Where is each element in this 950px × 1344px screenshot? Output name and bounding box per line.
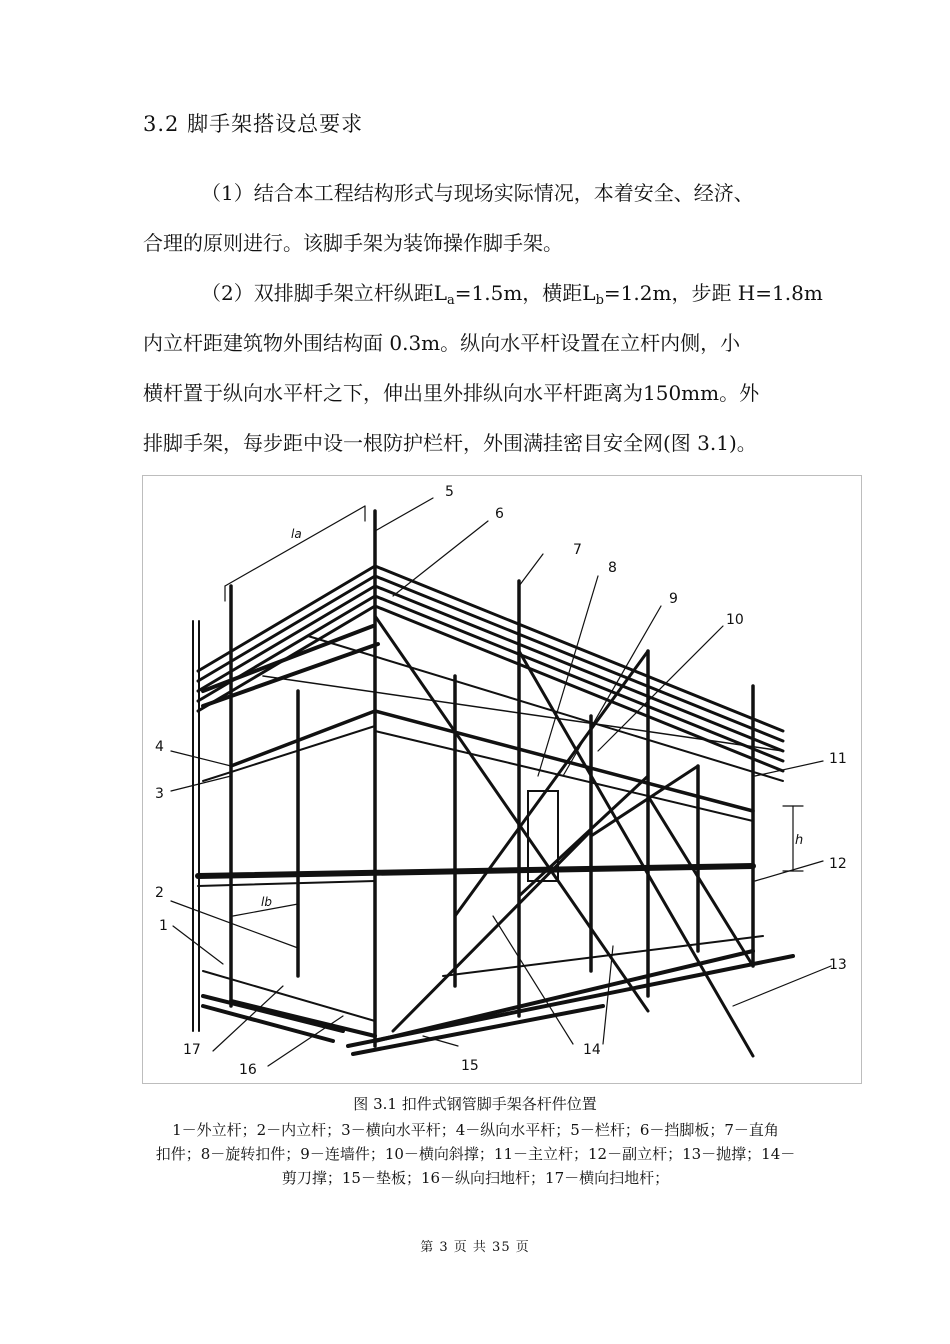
legend-line-3: 剪刀撑；15－垫板；16－纵向扫地杆；17－横向扫地杆； [281, 1169, 670, 1187]
label-7: 7 [573, 542, 582, 558]
label-8: 8 [608, 560, 617, 576]
paragraph-1-line-2: 合理的原则进行。该脚手架为装饰操作脚手架。 [143, 231, 563, 255]
paragraph-2-text-c: =1.2m，步距 H=1.8m [603, 281, 823, 305]
label-14: 14 [583, 1042, 601, 1058]
label-h: h [795, 833, 804, 848]
paragraph-2-line-1 [143, 268, 823, 318]
label-3: 3 [155, 786, 164, 802]
ledgers [198, 711, 793, 1046]
label-lb: lb [261, 895, 272, 909]
page-footer: 第 3 页 共 35 页 [420, 1240, 530, 1255]
paragraph-1 [143, 168, 813, 268]
label-13: 13 [829, 957, 847, 973]
legend-line-2: 扣件；8－旋转扣件；9－连墙件；10－横向斜撑；11－主立杆；12－副立杆；13－抛撑；14－ [155, 1145, 796, 1163]
label-16: 16 [239, 1062, 257, 1078]
label-10: 10 [726, 612, 744, 628]
paragraph-1-line-1: （1）结合本工程结构形式与现场实际情况，本着安全、经济、 [201, 181, 754, 205]
legend-line-1: 1－外立杆；2－内立杆；3－横向水平杆；4－纵向水平杆；5－栏杆；6－挡脚板；7－直角 [172, 1121, 779, 1139]
label-2: 2 [155, 885, 164, 901]
section-heading: 3.2 脚手架搭设总要求 [143, 112, 364, 136]
paragraph-2-text-b: =1.5m，横距L [454, 281, 596, 305]
label-4: 4 [155, 739, 164, 755]
top-deck [198, 566, 783, 781]
la-dimension [225, 506, 365, 601]
subscript-a: a [447, 293, 455, 308]
building-wall [193, 621, 199, 1031]
paragraph-2-line-3: 横杆置于纵向水平杆之下，伸出里外排纵向水平杆距离为150mm。外 [143, 381, 760, 405]
paragraph-2-line-2: 内立杆距建筑物外围结构面 0.3m。纵向水平杆设置在立杆内侧，小 [143, 331, 741, 355]
label-la: la [291, 527, 302, 541]
paragraph-2-text-a: （2）双排脚手架立杆纵距L [201, 281, 448, 305]
label-17: 17 [183, 1042, 201, 1058]
label-9: 9 [669, 591, 678, 607]
part-labels [155, 484, 847, 1078]
leader-lines [171, 498, 831, 1066]
label-6: 6 [495, 506, 504, 522]
label-15: 15 [461, 1058, 479, 1074]
figure-legend [143, 1118, 808, 1190]
paragraph-2 [143, 268, 823, 468]
scaffold-drawing [143, 476, 861, 1083]
label-1: 1 [159, 918, 168, 934]
paragraph-2-line-4: 排脚手架，每步距中设一根防护栏杆，外围满挂密目安全网(图 3.1)。 [143, 431, 757, 455]
subscript-b: b [595, 293, 604, 308]
scaffold-figure [142, 475, 862, 1084]
label-12: 12 [829, 856, 847, 872]
label-5: 5 [445, 484, 454, 500]
figure-caption: 图 3.1 扣件式钢管脚手架各杆件位置 [353, 1095, 597, 1113]
label-11: 11 [829, 751, 847, 767]
